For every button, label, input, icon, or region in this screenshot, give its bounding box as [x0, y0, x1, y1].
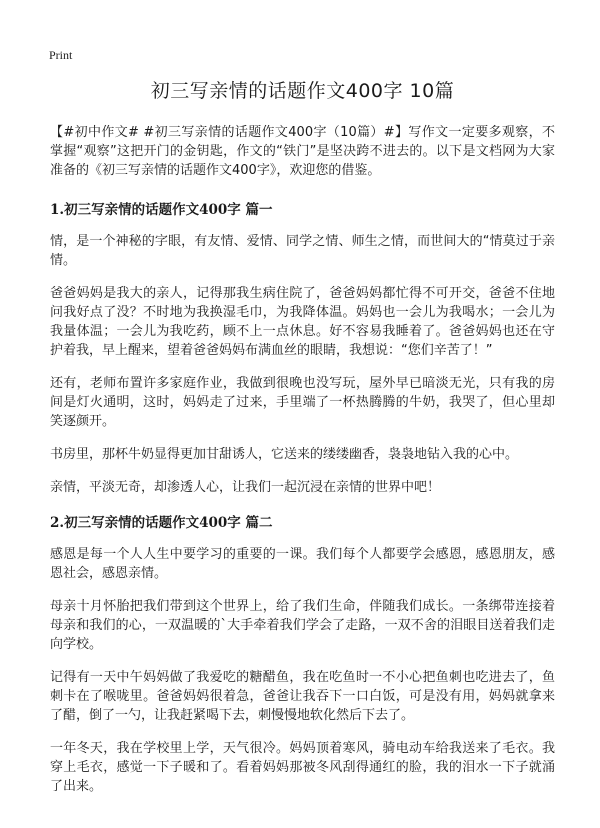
paragraph: 一年冬天，我在学校里上学，天气很冷。妈妈顶着寒风，骑电动车给我送来了毛衣。我穿上毛衣，感觉一下子暖和了。看着妈妈那被冬风刮得通红的脸，我的泪水一下子就涌了出来。 [50, 741, 555, 794]
paragraph: 记得有一天中午妈妈做了我爱吃的糖醋鱼，我在吃鱼时一不小心把鱼刺也吃进去了，鱼刺卡在了喉咙里。爸爸妈妈很着急，爸爸让我吞下一口白饭，可是没有用，妈妈就拿来了醋，倒了一勺，让我赶紧喝下去，刺慢慢地软化然后下去了。 [50, 670, 555, 723]
paragraph: 书房里，那杯牛奶显得更加甘甜诱人，它送来的缕缕幽香，袅袅地钻入我的心中。 [50, 447, 519, 462]
section-1 [50, 198, 555, 497]
paragraph: 还有，老师布置许多家庭作业，我做到很晚也没写玩，屋外早已暗淡无光，只有我的房间是灯火通明，这时，妈妈走了过来，手里端了一杯热腾腾的牛奶，我哭了，但心里却笑逐颜开。 [50, 376, 555, 429]
paragraph: 亲情，平淡无奇，却渗透人心，让我们一起沉浸在亲情的世界中吧！ [50, 480, 441, 495]
print-link[interactable]: Print [49, 48, 73, 62]
paragraph: 母亲十月怀胎把我们带到这个世界上，给了我们生命，伴随我们成长。一条绑带连接着母亲和我们的心，一双温暖的`大手牵着我们学会了走路，一双不舍的泪眼目送着我们走向学校。 [50, 599, 555, 652]
section-heading: 1.初三写亲情的话题作文400字 篇一 [50, 202, 273, 218]
paragraph: 爸爸妈妈是我大的亲人，记得那我生病住院了，爸爸妈妈都忙得不可开交，爸爸不住地问我好点了没？不时地为我换湿毛巾，为我降体温。妈妈也一会儿为我喝水；一会儿为我量体温；一会儿为我吃药，顾不上一点休息。好不容易我睡着了。爸爸妈妈也还在守护着我，早上醒来，望着爸爸妈妈布满血丝的眼睛，我想说：“您们辛苦了！” [50, 286, 555, 358]
paragraph: 感恩是每一个人人生中要学习的重要的一课。我们每个人都要学会感恩，感恩朋友，感恩社会，感恩亲情。 [50, 547, 555, 581]
document-page [50, 74, 555, 810]
paragraph: 情，是一个神秘的字眼，有友情、爱情、同学之情、师生之情，而世间大的“情莫过于亲情。 [50, 234, 555, 268]
section-2 [50, 511, 555, 796]
section-heading: 2.初三写亲情的话题作文400字 篇二 [50, 515, 273, 531]
intro-paragraph: 【#初中作文# #初三写亲情的话题作文400字（10篇）#】写作文一定要多观察，不掌握“观察”这把开门的金钥匙，作文的“铁门”是坚决跨不进去的。以下是文档网为大家准备的《初三写亲情的话题作文400字》，欢迎您的借鉴。 [50, 125, 555, 178]
page-title: 初三写亲情的话题作文400字 10篇 [150, 80, 455, 102]
